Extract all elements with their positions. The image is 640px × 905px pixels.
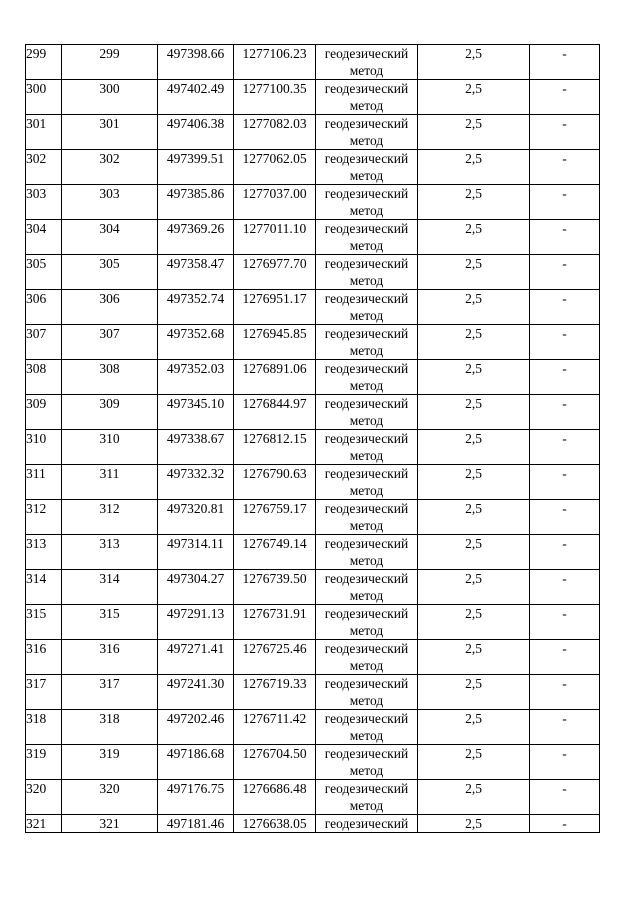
accuracy-cell: 2,5 <box>418 465 530 500</box>
note-cell: - <box>530 255 600 290</box>
x-coordinate-cell: 497369.26 <box>158 220 234 255</box>
table-row <box>26 570 600 605</box>
method-cell <box>316 780 418 815</box>
method-cell <box>316 325 418 360</box>
point-number-cell: 300 <box>26 80 62 115</box>
point-number-cell-2: 320 <box>62 780 158 815</box>
table-row <box>26 395 600 430</box>
note-cell: - <box>530 500 600 535</box>
point-number-cell-2: 315 <box>62 605 158 640</box>
x-coordinate-cell: 497358.47 <box>158 255 234 290</box>
method-line-2: метод <box>349 413 384 428</box>
accuracy-cell: 2,5 <box>418 255 530 290</box>
table-row <box>26 815 600 833</box>
method-line-1: геодезический <box>324 151 409 166</box>
method-line-1: геодезический <box>324 46 409 61</box>
method-line-1: геодезический <box>324 326 409 341</box>
method-line-1: геодезический <box>324 816 409 831</box>
y-coordinate-cell: 1276686.48 <box>234 780 316 815</box>
accuracy-cell: 2,5 <box>418 360 530 395</box>
method-line-1: геодезический <box>324 431 409 446</box>
note-cell: - <box>530 220 600 255</box>
y-coordinate-cell: 1276977.70 <box>234 255 316 290</box>
x-coordinate-cell: 497406.38 <box>158 115 234 150</box>
table-row <box>26 605 600 640</box>
note-cell: - <box>530 815 600 833</box>
method-line-1: геодезический <box>324 501 409 516</box>
note-cell: - <box>530 745 600 780</box>
note-cell: - <box>530 360 600 395</box>
y-coordinate-cell: 1276719.33 <box>234 675 316 710</box>
method-line-1: геодезический <box>324 221 409 236</box>
method-line-1: геодезический <box>324 746 409 761</box>
y-coordinate-cell: 1276790.63 <box>234 465 316 500</box>
method-line-2: метод <box>349 588 384 603</box>
y-coordinate-cell: 1276812.15 <box>234 430 316 465</box>
table-row <box>26 430 600 465</box>
y-coordinate-cell: 1276704.50 <box>234 745 316 780</box>
method-cell <box>316 150 418 185</box>
table-row <box>26 360 600 395</box>
y-coordinate-cell: 1276711.42 <box>234 710 316 745</box>
note-cell: - <box>530 395 600 430</box>
accuracy-cell: 2,5 <box>418 710 530 745</box>
method-line-2: метод <box>349 238 384 253</box>
accuracy-cell: 2,5 <box>418 640 530 675</box>
y-coordinate-cell: 1276759.17 <box>234 500 316 535</box>
point-number-cell-2: 313 <box>62 535 158 570</box>
point-number-cell-2: 307 <box>62 325 158 360</box>
method-cell <box>316 675 418 710</box>
point-number-cell-2: 302 <box>62 150 158 185</box>
point-number-cell: 307 <box>26 325 62 360</box>
accuracy-cell: 2,5 <box>418 570 530 605</box>
table-row <box>26 185 600 220</box>
note-cell: - <box>530 640 600 675</box>
method-line-1: геодезический <box>324 781 409 796</box>
method-line-2: метод <box>349 763 384 778</box>
x-coordinate-cell: 497320.81 <box>158 500 234 535</box>
point-number-cell: 303 <box>26 185 62 220</box>
y-coordinate-cell: 1276945.85 <box>234 325 316 360</box>
accuracy-cell: 2,5 <box>418 745 530 780</box>
table-row <box>26 115 600 150</box>
method-line-2: метод <box>349 553 384 568</box>
method-cell <box>316 570 418 605</box>
coordinates-table <box>25 44 600 833</box>
note-cell: - <box>530 430 600 465</box>
accuracy-cell: 2,5 <box>418 815 530 833</box>
x-coordinate-cell: 497202.46 <box>158 710 234 745</box>
x-coordinate-cell: 497314.11 <box>158 535 234 570</box>
accuracy-cell: 2,5 <box>418 45 530 80</box>
table-row <box>26 255 600 290</box>
table-row <box>26 80 600 115</box>
point-number-cell: 320 <box>26 780 62 815</box>
point-number-cell-2: 308 <box>62 360 158 395</box>
x-coordinate-cell: 497345.10 <box>158 395 234 430</box>
accuracy-cell: 2,5 <box>418 325 530 360</box>
point-number-cell-2: 303 <box>62 185 158 220</box>
accuracy-cell: 2,5 <box>418 605 530 640</box>
point-number-cell-2: 306 <box>62 290 158 325</box>
method-line-2: метод <box>349 623 384 638</box>
point-number-cell-2: 314 <box>62 570 158 605</box>
x-coordinate-cell: 497271.41 <box>158 640 234 675</box>
method-cell <box>316 465 418 500</box>
x-coordinate-cell: 497352.03 <box>158 360 234 395</box>
point-number-cell: 304 <box>26 220 62 255</box>
point-number-cell: 306 <box>26 290 62 325</box>
method-line-1: геодезический <box>324 186 409 201</box>
method-cell <box>316 185 418 220</box>
method-line-2: метод <box>349 658 384 673</box>
method-cell <box>316 255 418 290</box>
method-line-1: геодезический <box>324 711 409 726</box>
y-coordinate-cell: 1277082.03 <box>234 115 316 150</box>
x-coordinate-cell: 497291.13 <box>158 605 234 640</box>
point-number-cell: 312 <box>26 500 62 535</box>
point-number-cell-2: 317 <box>62 675 158 710</box>
method-line-1: геодезический <box>324 676 409 691</box>
x-coordinate-cell: 497352.74 <box>158 290 234 325</box>
y-coordinate-cell: 1276731.91 <box>234 605 316 640</box>
method-line-2: метод <box>349 518 384 533</box>
point-number-cell: 321 <box>26 815 62 833</box>
note-cell: - <box>530 185 600 220</box>
point-number-cell: 308 <box>26 360 62 395</box>
point-number-cell-2: 299 <box>62 45 158 80</box>
method-line-2: метод <box>349 448 384 463</box>
y-coordinate-cell: 1276951.17 <box>234 290 316 325</box>
point-number-cell: 305 <box>26 255 62 290</box>
accuracy-cell: 2,5 <box>418 535 530 570</box>
method-line-1: геодезический <box>324 641 409 656</box>
note-cell: - <box>530 115 600 150</box>
accuracy-cell: 2,5 <box>418 675 530 710</box>
point-number-cell-2: 305 <box>62 255 158 290</box>
y-coordinate-cell: 1276638.05 <box>234 815 316 833</box>
method-line-1: геодезический <box>324 571 409 586</box>
method-cell <box>316 430 418 465</box>
method-line-1: геодезический <box>324 81 409 96</box>
point-number-cell: 302 <box>26 150 62 185</box>
accuracy-cell: 2,5 <box>418 395 530 430</box>
method-cell <box>316 640 418 675</box>
x-coordinate-cell: 497181.46 <box>158 815 234 833</box>
accuracy-cell: 2,5 <box>418 220 530 255</box>
y-coordinate-cell: 1277100.35 <box>234 80 316 115</box>
point-number-cell-2: 310 <box>62 430 158 465</box>
accuracy-cell: 2,5 <box>418 780 530 815</box>
point-number-cell: 299 <box>26 45 62 80</box>
y-coordinate-cell: 1276725.46 <box>234 640 316 675</box>
note-cell: - <box>530 290 600 325</box>
y-coordinate-cell: 1276844.97 <box>234 395 316 430</box>
x-coordinate-cell: 497338.67 <box>158 430 234 465</box>
note-cell: - <box>530 675 600 710</box>
method-cell <box>316 45 418 80</box>
note-cell: - <box>530 325 600 360</box>
method-cell <box>316 745 418 780</box>
accuracy-cell: 2,5 <box>418 80 530 115</box>
note-cell: - <box>530 80 600 115</box>
table-row <box>26 500 600 535</box>
table-row <box>26 640 600 675</box>
method-line-1: геодезический <box>324 396 409 411</box>
point-number-cell-2: 316 <box>62 640 158 675</box>
x-coordinate-cell: 497241.30 <box>158 675 234 710</box>
point-number-cell-2: 309 <box>62 395 158 430</box>
method-cell <box>316 80 418 115</box>
method-line-2: метод <box>349 273 384 288</box>
method-line-2: метод <box>349 63 384 78</box>
y-coordinate-cell: 1277106.23 <box>234 45 316 80</box>
table-row <box>26 745 600 780</box>
method-line-2: метод <box>349 168 384 183</box>
table-row <box>26 675 600 710</box>
table-body <box>26 45 600 833</box>
method-cell <box>316 360 418 395</box>
method-cell <box>316 710 418 745</box>
method-cell <box>316 395 418 430</box>
table-row <box>26 710 600 745</box>
table-row <box>26 45 600 80</box>
x-coordinate-cell: 497398.66 <box>158 45 234 80</box>
table-row <box>26 465 600 500</box>
table-row <box>26 220 600 255</box>
note-cell: - <box>530 780 600 815</box>
point-number-cell: 313 <box>26 535 62 570</box>
point-number-cell: 301 <box>26 115 62 150</box>
method-line-1: геодезический <box>324 116 409 131</box>
table-row <box>26 290 600 325</box>
accuracy-cell: 2,5 <box>418 500 530 535</box>
method-line-2: метод <box>349 343 384 358</box>
y-coordinate-cell: 1277011.10 <box>234 220 316 255</box>
method-line-1: геодезический <box>324 361 409 376</box>
accuracy-cell: 2,5 <box>418 115 530 150</box>
method-line-2: метод <box>349 203 384 218</box>
point-number-cell-2: 312 <box>62 500 158 535</box>
method-line-2: метод <box>349 133 384 148</box>
note-cell: - <box>530 535 600 570</box>
note-cell: - <box>530 45 600 80</box>
x-coordinate-cell: 497399.51 <box>158 150 234 185</box>
y-coordinate-cell: 1276891.06 <box>234 360 316 395</box>
table-row <box>26 150 600 185</box>
method-line-1: геодезический <box>324 466 409 481</box>
point-number-cell: 314 <box>26 570 62 605</box>
point-number-cell: 319 <box>26 745 62 780</box>
note-cell: - <box>530 465 600 500</box>
x-coordinate-cell: 497176.75 <box>158 780 234 815</box>
method-cell <box>316 815 418 833</box>
point-number-cell: 318 <box>26 710 62 745</box>
point-number-cell-2: 319 <box>62 745 158 780</box>
point-number-cell: 317 <box>26 675 62 710</box>
table-row <box>26 535 600 570</box>
point-number-cell-2: 301 <box>62 115 158 150</box>
note-cell: - <box>530 605 600 640</box>
point-number-cell: 315 <box>26 605 62 640</box>
method-line-1: геодезический <box>324 256 409 271</box>
method-line-1: геодезический <box>324 291 409 306</box>
point-number-cell: 311 <box>26 465 62 500</box>
accuracy-cell: 2,5 <box>418 430 530 465</box>
y-coordinate-cell: 1277037.00 <box>234 185 316 220</box>
method-line-2: метод <box>349 378 384 393</box>
point-number-cell-2: 321 <box>62 815 158 833</box>
method-cell <box>316 500 418 535</box>
accuracy-cell: 2,5 <box>418 150 530 185</box>
point-number-cell-2: 318 <box>62 710 158 745</box>
method-cell <box>316 605 418 640</box>
method-line-2: метод <box>349 483 384 498</box>
y-coordinate-cell: 1276739.50 <box>234 570 316 605</box>
method-line-1: геодезический <box>324 606 409 621</box>
method-cell <box>316 115 418 150</box>
x-coordinate-cell: 497304.27 <box>158 570 234 605</box>
note-cell: - <box>530 710 600 745</box>
note-cell: - <box>530 150 600 185</box>
method-cell <box>316 220 418 255</box>
x-coordinate-cell: 497402.49 <box>158 80 234 115</box>
table-row <box>26 325 600 360</box>
point-number-cell-2: 311 <box>62 465 158 500</box>
method-line-2: метод <box>349 308 384 323</box>
method-line-2: метод <box>349 98 384 113</box>
method-line-2: метод <box>349 693 384 708</box>
method-line-2: метод <box>349 798 384 813</box>
x-coordinate-cell: 497385.86 <box>158 185 234 220</box>
y-coordinate-cell: 1276749.14 <box>234 535 316 570</box>
table-row <box>26 780 600 815</box>
method-line-1: геодезический <box>324 536 409 551</box>
point-number-cell-2: 300 <box>62 80 158 115</box>
accuracy-cell: 2,5 <box>418 185 530 220</box>
x-coordinate-cell: 497352.68 <box>158 325 234 360</box>
method-cell <box>316 290 418 325</box>
y-coordinate-cell: 1277062.05 <box>234 150 316 185</box>
x-coordinate-cell: 497332.32 <box>158 465 234 500</box>
point-number-cell: 310 <box>26 430 62 465</box>
method-line-2: метод <box>349 728 384 743</box>
point-number-cell: 309 <box>26 395 62 430</box>
accuracy-cell: 2,5 <box>418 290 530 325</box>
point-number-cell: 316 <box>26 640 62 675</box>
x-coordinate-cell: 497186.68 <box>158 745 234 780</box>
method-cell <box>316 535 418 570</box>
note-cell: - <box>530 570 600 605</box>
point-number-cell-2: 304 <box>62 220 158 255</box>
